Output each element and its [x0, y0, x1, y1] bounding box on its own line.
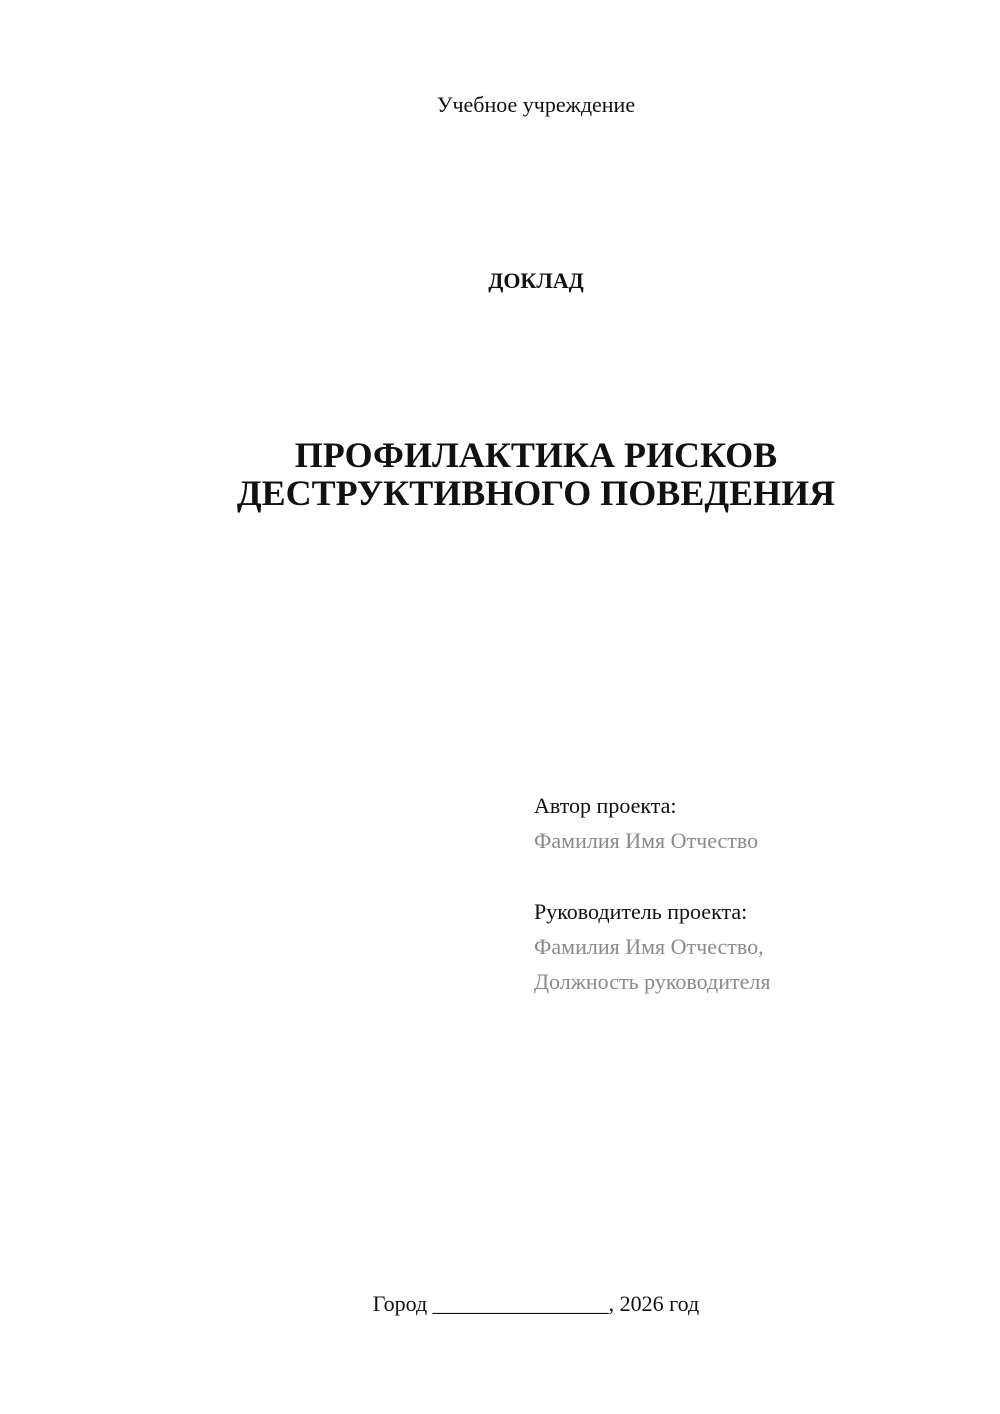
document-title [0, 436, 1000, 512]
author-label: Автор проекта: [534, 793, 677, 818]
credits-block [534, 788, 974, 999]
supervisor-label: Руководитель проекта: [534, 899, 748, 924]
supervisor-position: Должность руководителя [534, 969, 771, 994]
author-name: Фамилия Имя Отчество [534, 828, 759, 853]
document-type: ДОКЛАД [488, 268, 584, 293]
institution-name: Учебное учреждение [436, 92, 636, 117]
spacer [534, 858, 974, 894]
title-line: ПРОФИЛАКТИКА РИСКОВ [294, 435, 778, 475]
supervisor-name: Фамилия Имя Отчество, [534, 934, 764, 959]
city-year-footer: Город ________________, 2026 год [372, 1291, 700, 1316]
title-line: ДЕСТРУКТИВНОГО ПОВЕДЕНИЯ [236, 473, 836, 513]
